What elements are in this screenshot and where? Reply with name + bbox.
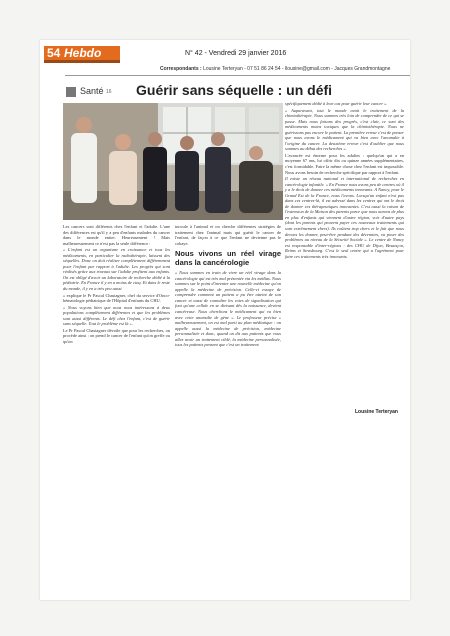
column-2-body: « Nous sommes en train de vivre un réel virage dans la cancérologie qui est très mal présentée via les médias. Nous sommes sur le point d'inventer une nouvelle médecine qu'on appelle la médecine de précision. Celle-ci essaye de comprendre comment un patient a pu être atteint de son cancer et aussi de connaître les voies de signalisation qui font qu'une cellule en se divisant dès la naissance, devient cancéreuse. Nous cherchons le médicament qui va bien avec cette anomalie de gène ». Le professeur précise « malheureusement, on est mal parti au plan médiatique : on appelle aussi la médecine de précision, médecine personnalisée et donc, quand on dit aux patients que vous allez avoir un traitement ciblé, la médecine personnalisée, tous les patients pensent que c'est un traitement (175, 270, 281, 348)
column-1-paragraph: » explique le Pr Pascal Chastagner, chef du service d'Onco-hématologie pédiatrique de l'Hôpital d'enfants du CHU. (63, 292, 170, 304)
section-subscript: 16 (106, 89, 112, 95)
header-rule (65, 75, 410, 76)
column-1-paragraph: Les cancers sont différents chez l'enfant et l'adulte. L'une des différences est qu'il y a peu d'enfants malades du cancer dans le monde entier. Heureusement ! Mais malheureusement ce n'est pas la seule différence : (63, 224, 170, 246)
logo-number: 54 (47, 46, 61, 60)
column-3-paragraph: Il existe un réseau national et international de recherches en cancérologie infantile. « En France nous avons peu de centres où il y a le droit de donner ces médicaments innovants. A Nancy, pour le Grand Est de la France, nous l'avons. Lorsqu'un enfant n'est pas dans ces centres-là, il est adressé dans les centres qui ont le droit de donner ces thérapeutiques innovantes. C'est aussi la raison de l'extension de la Maison des parents parce que nous aurons de plus en plus d'enfants qui viennent d'autre région, voir d'autre pays (dont les parents qui peuvent payer ces nouveaux traitements qui sont extrêmement chers). Ils coûtent trop chers et le fait que nous devons les donner, peut-être pendant des décennies, va poser des problèmes au niveau de la Sécurité Sociale ». Le centre de Nancy est responsable d'inter-régions : des CHU de Dijon, Besançon, Reims et Strasbourg. C'est le seul centre qui a l'agrément pour faire ces traitements très innovants. (285, 176, 404, 259)
article-title: Guérir sans séquelle : un défi (136, 82, 333, 98)
correspondent-prefix: Correspondants : (160, 66, 204, 72)
article-byline: Lousine Terteryan (355, 409, 398, 415)
article-column-3 (285, 101, 404, 260)
column-1-paragraph: « Nous voyons bien que nous nous intéressons à deux populations complètement différentes et que les problèmes sont aussi différents. Le défi chez l'enfant, c'est de guérir sans séquelle. Tout le problème est là ». (63, 304, 170, 327)
correspondent-line (160, 66, 390, 72)
logo-word: Hebdo (64, 46, 102, 60)
column-3-paragraph: « Auparavant, tout le monde avait le traitement de la chimiothérapie. Nous sommes très loin de comprendre de ce qui se passe. Mais nous faisons des progrès, c'est clair, ce sont des médicaments moins toxiques que la chimiothérapie. Nous ne guérissons pas encore le patient. La première erreur c'est de penser que nous avons le médicament qui va bien avec l'anomalie à l'origine du cancer. La deuxième erreur c'est d'oublier que nous sommes au début des recherches ». (285, 107, 404, 152)
column-2-intro: inocule à l'animal et on cherche différentes stratégies de traitement chez l'animal mais qui guérit le cancer de l'enfant, de façon à ce que l'enfant ne devienne pas le cobaye. (175, 224, 281, 246)
section-label: Santé (80, 86, 104, 96)
newspaper-logo (44, 46, 120, 63)
article-column-1 (63, 224, 170, 345)
photo-illustration (63, 103, 283, 220)
column-1-paragraph: « L'enfant est un organisme en croissance et tous les médicaments, en particulier la radiothérapie, laissent des séquelles. Donc on doit réaliser complètement différemment pour l'enfant par rapport à l'adulte. Les progrès qui sont réalisés grâce aux travaux sur l'adulte profitent aux enfants. On est obligé d'avoir un laboratoire de recherche dédié à la pédiatrie. En France il y en a moins de cinq. Et dans le reste du monde, il y en a très peu aussi (63, 247, 170, 292)
article-column-2 (175, 224, 281, 349)
issue-line: N° 42 - Vendredi 29 janvier 2016 (185, 50, 287, 57)
column-3-paragraph: spécifiquement dédié à leur cas pour guérir leur cancer ». (285, 101, 388, 106)
correspondent-text: Lousine Terteryan - 07 51 86 24 54 - llousine@gmail.com - Jacques Grandmontagne (203, 66, 391, 72)
column-1-paragraph: Le Pr Pascal Chastagner dévoile que pour les recherches, on procède ainsi : on prend le cancer de l'enfant qu'on greffe ou qu'on (63, 327, 170, 344)
logo-underline (44, 60, 120, 63)
article-photo (63, 103, 283, 220)
article-subheading: Nous vivons un réel virage dans la cancérologie (175, 249, 281, 267)
section-marker (66, 87, 76, 97)
column-3-paragraph: L'avancée est énorme pour les adultes : quelqu'un qui a en moyenne 67 ans, lui offrir dix ou quinze années supplémentaires, c'est formidable. Faire la même chose chez l'enfant est impossible. Nous avons besoin de recherche spécifique par rapport à l'enfant. (285, 152, 404, 175)
